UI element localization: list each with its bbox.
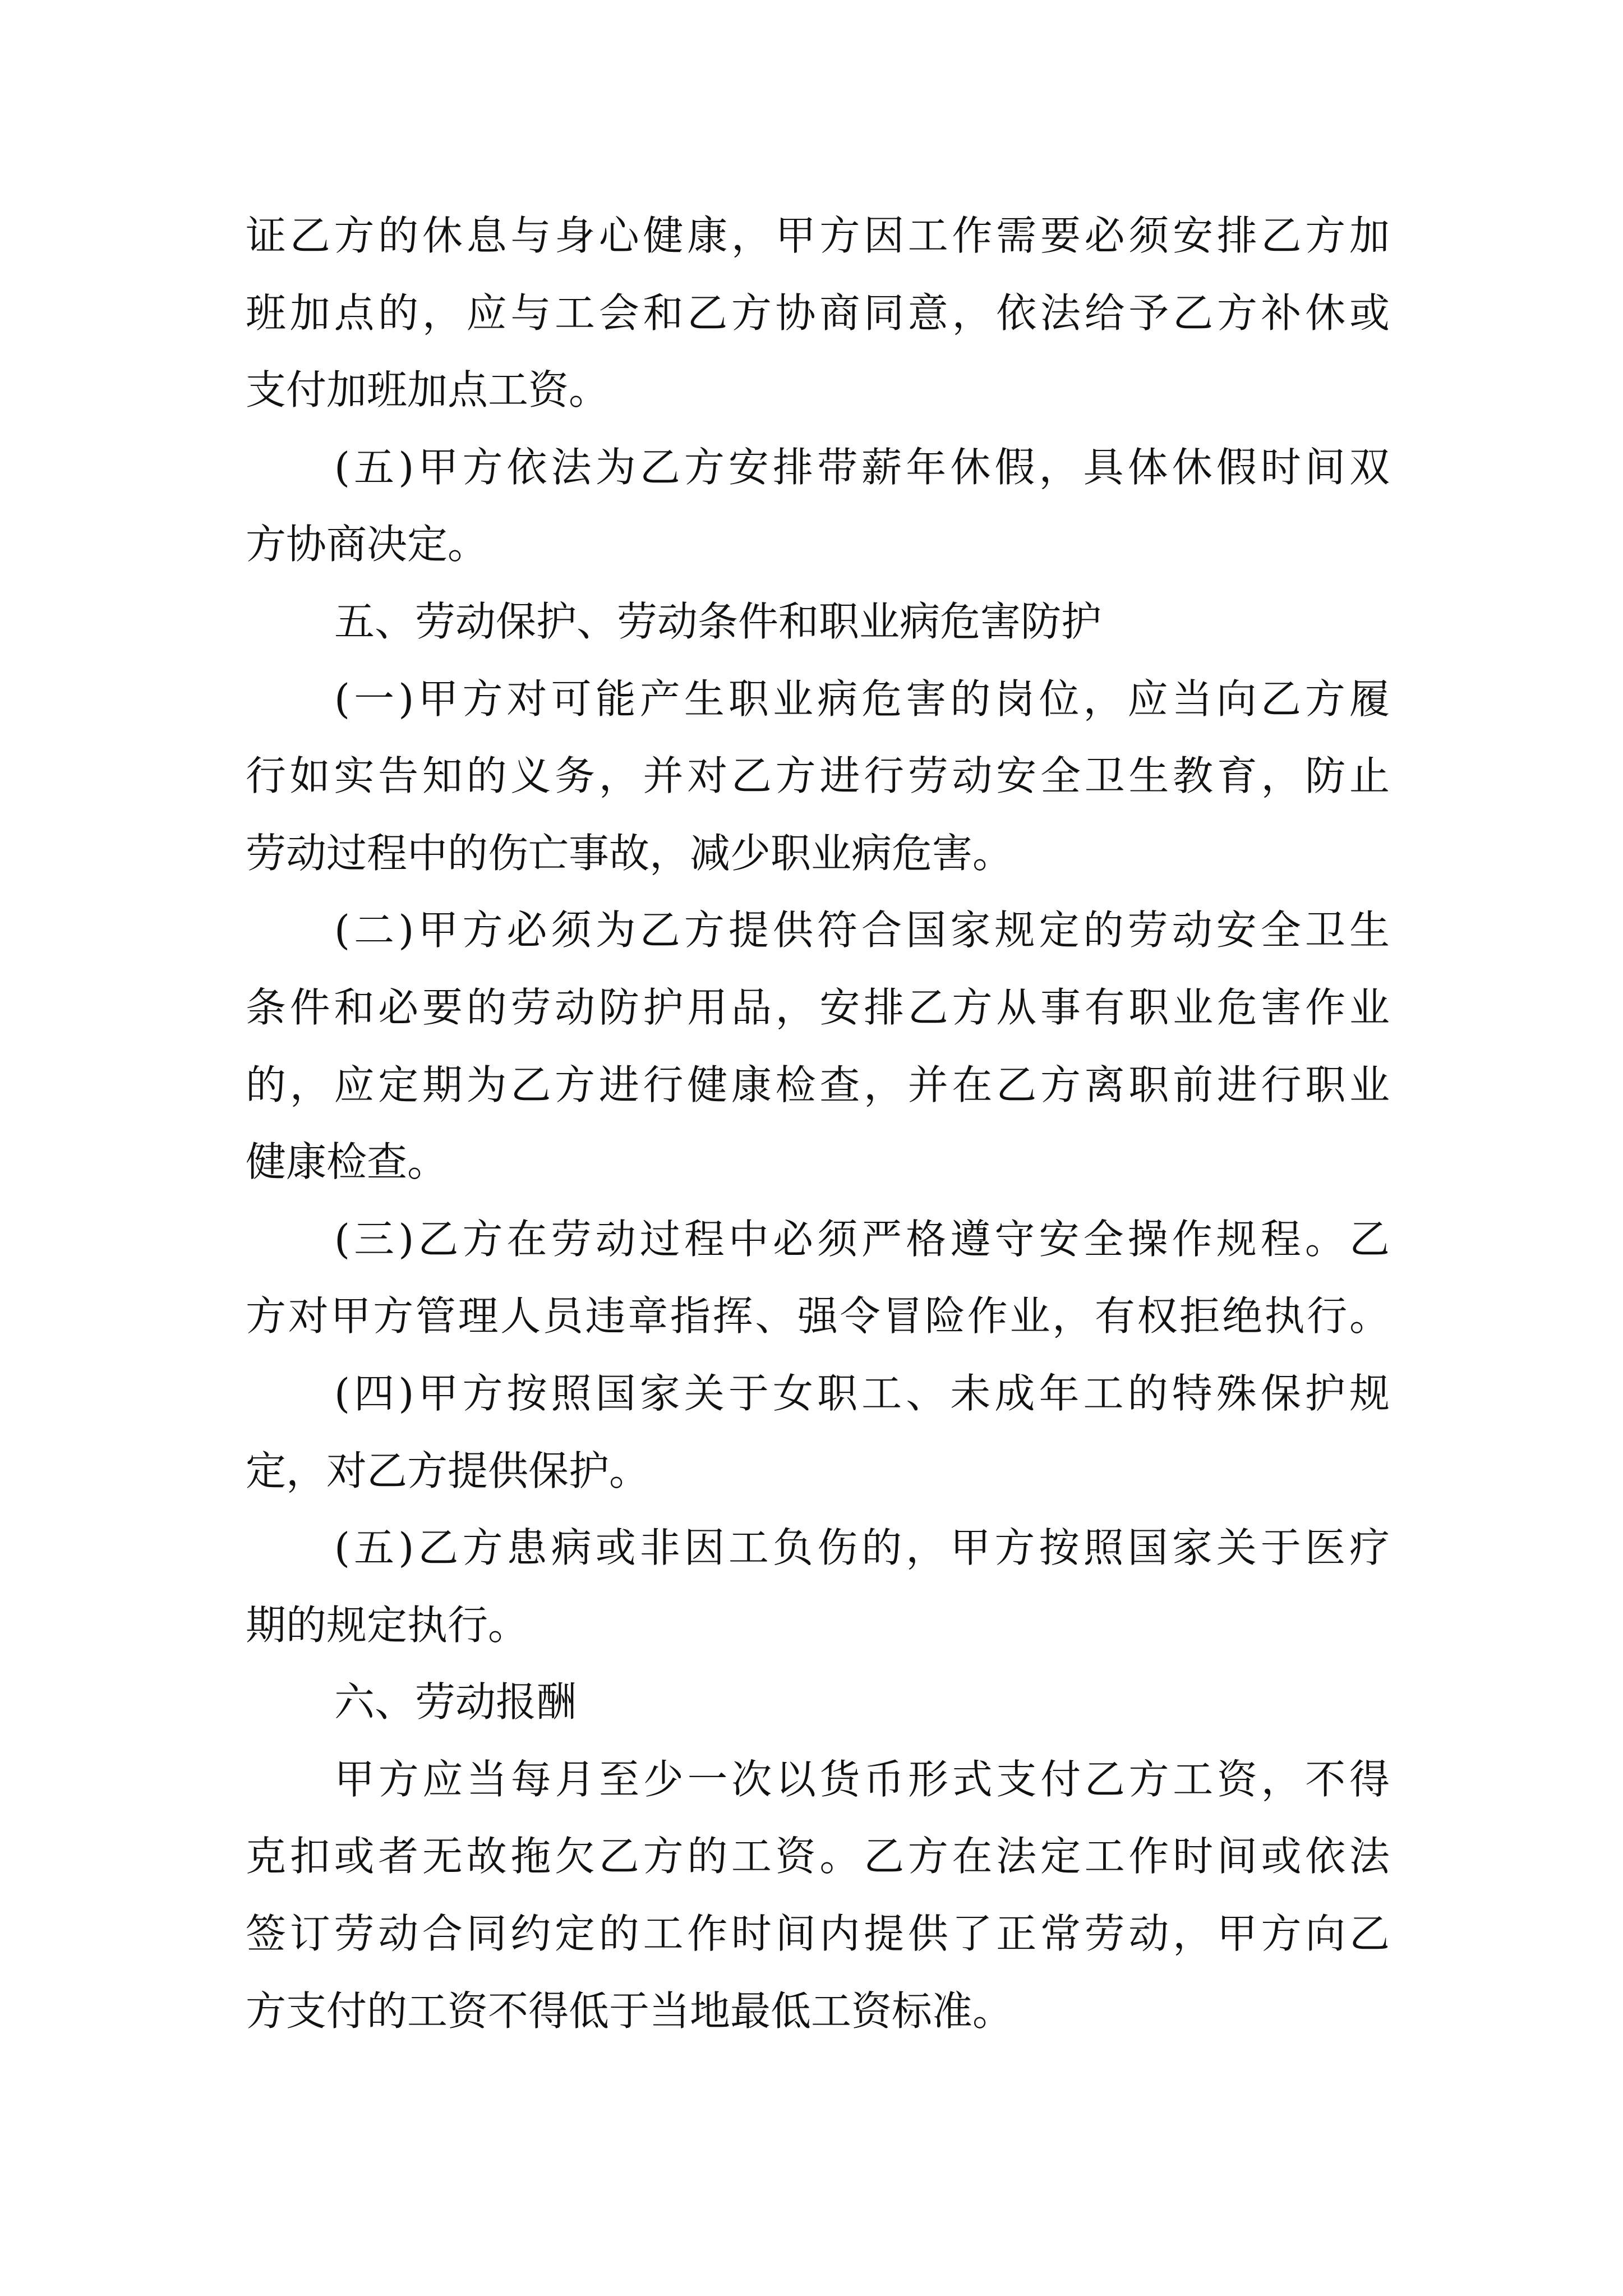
text-line: 劳动过程中的伤亡事故，减少职业病危害。 (246, 829, 1013, 877)
text-line: (三)乙方在劳动过程中必须严格遵守安全操作规程。乙 (334, 1215, 1390, 1263)
text-line: 甲方应当每月至少一次以货币形式支付乙方工资，不得 (334, 1755, 1390, 1803)
text-line: (二)甲方必须为乙方提供符合国家规定的劳动安全卫生 (334, 907, 1390, 954)
text-line: 方对甲方管理人员违章指挥、强令冒险作业，有权拒绝执行。 (246, 1292, 1390, 1340)
section-heading: 六、劳动报酬 (334, 1678, 577, 1726)
text-line: 签订劳动合同约定的工作时间内提供了正常劳动，甲方向乙 (246, 1910, 1390, 1958)
document-body (246, 197, 1390, 2050)
text-line: (五)甲方依法为乙方安排带薪年休假，具体休假时间双 (334, 443, 1390, 491)
text-line: 克扣或者无故拖欠乙方的工资。乙方在法定工作时间或依法 (246, 1833, 1390, 1880)
text-line: 的，应定期为乙方进行健康检查，并在乙方离职前进行职业 (246, 1061, 1390, 1108)
text-line: 方支付的工资不得低于当地最低工资标准。 (246, 1987, 1013, 2035)
text-line: 健康检查。 (246, 1138, 448, 1186)
text-line: 方协商决定。 (246, 521, 488, 568)
text-line: 班加点的，应与工会和乙方协商同意，依法给予乙方补休或 (246, 289, 1390, 337)
text-line: (五)乙方患病或非因工负伤的，甲方按照国家关于医疗 (334, 1524, 1390, 1572)
text-line: (四)甲方按照国家关于女职工、未成年工的特殊保护规 (334, 1369, 1390, 1417)
text-line: 期的规定执行。 (246, 1601, 529, 1649)
section-heading: 五、劳动保护、劳动条件和职业病危害防护 (334, 597, 1102, 645)
text-line: (一)甲方对可能产生职业病危害的岗位，应当向乙方履 (334, 675, 1390, 723)
text-line: 证乙方的休息与身心健康，甲方因工作需要必须安排乙方加 (246, 212, 1390, 259)
text-line: 定，对乙方提供保护。 (246, 1447, 650, 1494)
text-line: 行如实告知的义务，并对乙方进行劳动安全卫生教育，防止 (246, 752, 1390, 800)
text-line: 支付加班加点工资。 (246, 366, 610, 414)
text-line: 条件和必要的劳动防护用品，安排乙方从事有职业危害作业 (246, 983, 1390, 1031)
